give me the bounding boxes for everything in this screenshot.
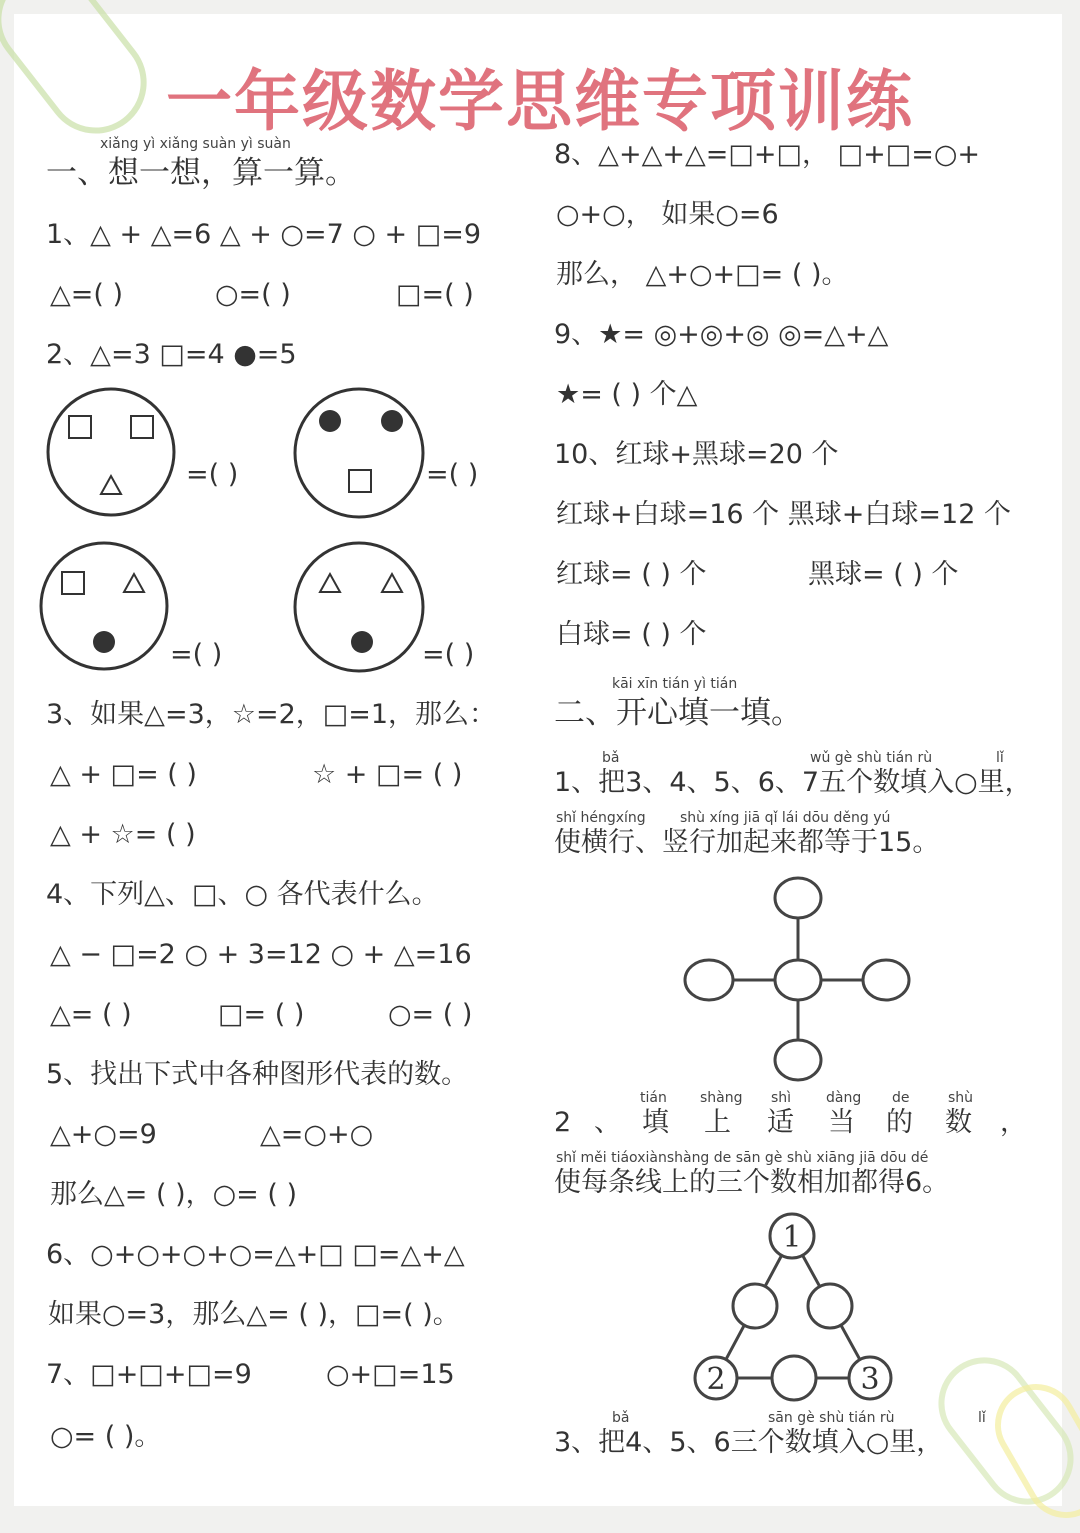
section1-heading: 一、想一想，算一算。 xyxy=(46,155,356,191)
q4-answer-circle: ○= ( ) xyxy=(388,999,473,1030)
p1-pinyin2-shiheng: shǐ héngxíng xyxy=(556,810,646,826)
q9-text: 9、★= ◎+◎+◎ ◎=△+△ xyxy=(554,319,889,350)
p2-char-tian: 填 xyxy=(642,1107,669,1138)
q2-answer-2: =( ) xyxy=(426,459,479,490)
p2-char-shi: 适 xyxy=(767,1107,794,1138)
p1-pinyin-wugeshu: wǔ gè shù tián rù xyxy=(810,750,933,766)
q2-answer-1: =( ) xyxy=(186,459,239,490)
p2-char-2: 2 xyxy=(554,1107,572,1138)
q10-text: 10、红球+黑球=20 个 xyxy=(554,439,839,470)
p2-pinyin-shi: shì xyxy=(771,1090,792,1106)
p2-pinyin-tian: tián xyxy=(640,1090,667,1106)
q5-answer: 那么△= ( )，○= ( ) xyxy=(50,1179,298,1210)
p1-pinyin2-shuxing: shù xíng jiā qǐ lái dōu děng yú xyxy=(680,810,891,826)
q2-text: 2、△=3 □=4 ●=5 xyxy=(46,339,297,370)
p3-pinyin-li: lǐ xyxy=(978,1410,986,1426)
cross-circle-diagram xyxy=(680,874,916,1080)
q4-answer-square: □= ( ) xyxy=(218,999,305,1030)
q2-face-1 xyxy=(45,386,177,518)
q1-text: 1、△ + △=6 △ + ○=7 ○ + □=9 xyxy=(46,219,482,250)
triangle-label-left: 2 xyxy=(706,1362,726,1397)
p2-pinyin-shu: shù xyxy=(948,1090,974,1106)
q2-face-4 xyxy=(292,540,426,674)
q10-answer-white: 白球= ( ) 个 xyxy=(556,619,707,650)
p1-pinyin-ba: bǎ xyxy=(602,750,620,766)
p2-char-end-comma: ， xyxy=(1000,1107,1027,1138)
q10-answer-black: 黑球= ( ) 个 xyxy=(808,559,959,590)
q3-answer-c: △ + ☆= ( ) xyxy=(50,819,196,850)
q5-equation-2: △=○+○ xyxy=(260,1119,374,1150)
p2-pinyin-dang: dàng xyxy=(826,1090,862,1106)
p3-pinyin-sangeshu: sān gè shù tián rù xyxy=(768,1410,895,1426)
section2-pinyin: kāi xīn tián yì tián xyxy=(612,676,738,692)
q7-equation-2: ○+□=15 xyxy=(326,1359,455,1390)
q6-answer: 如果○=3，那么△= ( )，□=( )。 xyxy=(48,1299,460,1330)
triangle-circle-diagram xyxy=(690,1210,896,1404)
q6-text: 6、○+○+○+○=△+□ □=△+△ xyxy=(46,1239,465,1270)
q2-answer-4: =( ) xyxy=(422,639,475,670)
q4-equations: △ − □=2 ○ + 3=12 ○ + △=16 xyxy=(50,939,472,970)
p3-pinyin-ba: bǎ xyxy=(612,1410,630,1426)
p3-text: 3、把4、5、6三个数填入○里， xyxy=(554,1427,944,1458)
q1-answer-circle: ○=( ) xyxy=(215,279,291,310)
triangle-label-top: 1 xyxy=(782,1220,802,1255)
p2-char-shu: 数 xyxy=(945,1107,972,1138)
p2-pinyin-de: de xyxy=(892,1090,910,1106)
q5-text: 5、找出下式中各种图形代表的数。 xyxy=(46,1059,469,1090)
p2-char-shang: 上 xyxy=(704,1107,731,1138)
q8-text: 8、△+△+△=□+□， □+□=○+ xyxy=(554,139,981,170)
p2-char-dang: 当 xyxy=(828,1107,855,1138)
q1-answer-triangle: △=( ) xyxy=(50,279,124,310)
q1-answer-square: □=( ) xyxy=(396,279,474,310)
q4-answer-triangle: △= ( ) xyxy=(50,999,132,1030)
q9-answer: ★= ( ) 个△ xyxy=(556,379,698,410)
q7-text: 7、□+□+□=9 xyxy=(46,1359,252,1390)
p2-char-comma: 、 xyxy=(594,1107,621,1138)
q5-equation-1: △+○=9 xyxy=(50,1119,157,1150)
q3-text: 3、如果△=3，☆=2，□=1，那么： xyxy=(46,699,497,730)
p1-text-line-2: 使横行、竖行加起来都等于15。 xyxy=(554,827,940,858)
q2-face-3 xyxy=(38,540,170,672)
q8-line-3: 那么， △+○+□= ( )。 xyxy=(556,259,849,290)
q8-line-2: ○+○， 如果○=6 xyxy=(556,199,779,230)
p2-pinyin-shang: shàng xyxy=(700,1090,743,1106)
q10-answer-red: 红球= ( ) 个 xyxy=(556,559,707,590)
section1-pinyin: xiǎng yì xiǎng suàn yì suàn xyxy=(100,136,291,152)
p2-pinyin-line-2: shǐ měi tiáoxiànshàng de sān gè shù xiāng jiā dōu dé xyxy=(556,1150,929,1166)
p2-char-de: 的 xyxy=(886,1107,913,1138)
p1-pinyin-li: lǐ xyxy=(996,750,1004,766)
q3-answer-a: △ + □= ( ) xyxy=(50,759,197,790)
page-title: 一年级数学思维专项训练 xyxy=(166,63,914,140)
p2-text-line-2: 使每条线上的三个数相加都得6。 xyxy=(554,1167,950,1198)
q2-face-2 xyxy=(292,386,426,520)
q3-answer-b: ☆ + □= ( ) xyxy=(312,759,463,790)
q10-line-2: 红球+白球=16 个 黑球+白球=12 个 xyxy=(556,499,1011,530)
q4-text: 4、下列△、□、○ 各代表什么。 xyxy=(46,879,439,910)
p1-text: 1、把3、4、5、6、7五个数填入○里， xyxy=(554,767,1032,798)
section2-heading: 二、开心填一填。 xyxy=(554,695,802,731)
q2-answer-3: =( ) xyxy=(170,639,223,670)
triangle-label-right: 3 xyxy=(860,1362,880,1397)
q7-answer: ○= ( )。 xyxy=(50,1421,162,1452)
